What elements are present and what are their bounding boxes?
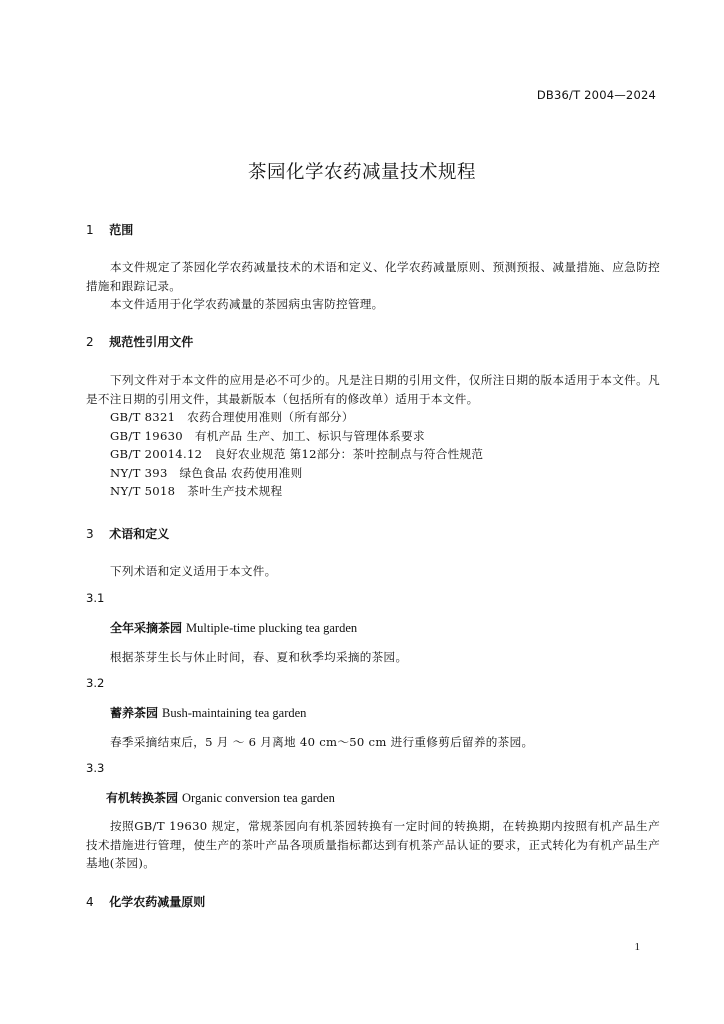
term-name — [106, 789, 335, 806]
term-name — [110, 619, 357, 636]
reference-item: GB/T 8321 农药合理使用准则（所有部分） — [110, 410, 354, 424]
section-heading-reduction-principles — [86, 893, 205, 910]
term-name-english: Multiple-time plucking tea garden — [186, 621, 358, 635]
section-title: 范围 — [109, 223, 134, 237]
reference-item: GB/T 20014.12 良好农业规范 第12部分：茶叶控制点与符合性规范 — [110, 447, 484, 461]
term-name — [110, 704, 306, 721]
document-title: 茶园化学农药减量技术规程 — [247, 162, 476, 183]
term-definition: 春季采摘结束后，5 月 ～ 6 月离地 40 cm～50 cm 进行重修剪后留养的茶园。 — [110, 735, 534, 749]
section-title: 规范性引用文件 — [109, 335, 194, 349]
paragraph-references-intro: 下列文件对于本文件的应用是必不可少的。凡是注日期的引用文件，仅所注日期的版本适用于本文件。凡是不注日期的引用文件，其最新版本（包括所有的修改单）适用于本文件。 — [86, 373, 660, 406]
section-number: 1 — [86, 223, 94, 237]
reference-item: NY/T 393 绿色食品 农药使用准则 — [110, 465, 303, 480]
term-name-chinese: 有机转换茶园 — [106, 791, 179, 805]
term-number: 3.2 — [86, 676, 105, 690]
term-name-english: Organic conversion tea garden — [182, 791, 335, 805]
term-name-chinese: 全年采摘茶园 — [110, 621, 183, 635]
term-name-chinese: 蓄养茶园 — [110, 706, 159, 720]
reference-item: GB/T 19630 有机产品 生产、加工、标识与管理体系要求 — [110, 428, 425, 443]
section-number: 3 — [86, 527, 94, 541]
term-number: 3.3 — [86, 761, 105, 775]
paragraph-scope-2: 本文件适用于化学农药减量的茶园病虫害防控管理。 — [110, 297, 384, 311]
term-name-english: Bush-maintaining tea garden — [162, 706, 307, 720]
term-definition: 根据茶芽生长与休止时间，春、夏和秋季均采摘的茶园。 — [110, 650, 408, 664]
paragraph-scope-1: 本文件规定了茶园化学农药减量技术的术语和定义、化学农药减量原则、预测预报、减量措施、应急防控措施和跟踪记录。 — [86, 260, 660, 293]
section-title: 化学农药减量原则 — [109, 895, 206, 909]
section-heading-scope — [86, 221, 133, 238]
page-number: 1 — [634, 941, 640, 953]
standard-code: DB36/T 2004—2024 — [536, 88, 656, 102]
section-number: 4 — [86, 895, 94, 909]
reference-list — [110, 408, 670, 501]
term-definition: 按照GB/T 19630 规定，常规茶园向有机茶园转换有一定时间的转换期，在转换期内按照有机产品生产技术措施进行管理，使生产的茶叶产品各项质量指标都达到有机茶产品认证的要求，正式转化为有机产品生产基地(茶园)。 — [86, 819, 660, 870]
section-number: 2 — [86, 335, 94, 349]
section-title: 术语和定义 — [109, 527, 170, 541]
section-heading-terms — [86, 525, 169, 542]
paragraph-terms-intro: 下列术语和定义适用于本文件。 — [110, 564, 277, 578]
term-number: 3.1 — [86, 591, 105, 605]
reference-item: NY/T 5018 茶叶生产技术规程 — [110, 484, 283, 498]
section-heading-normative-references — [86, 333, 193, 350]
